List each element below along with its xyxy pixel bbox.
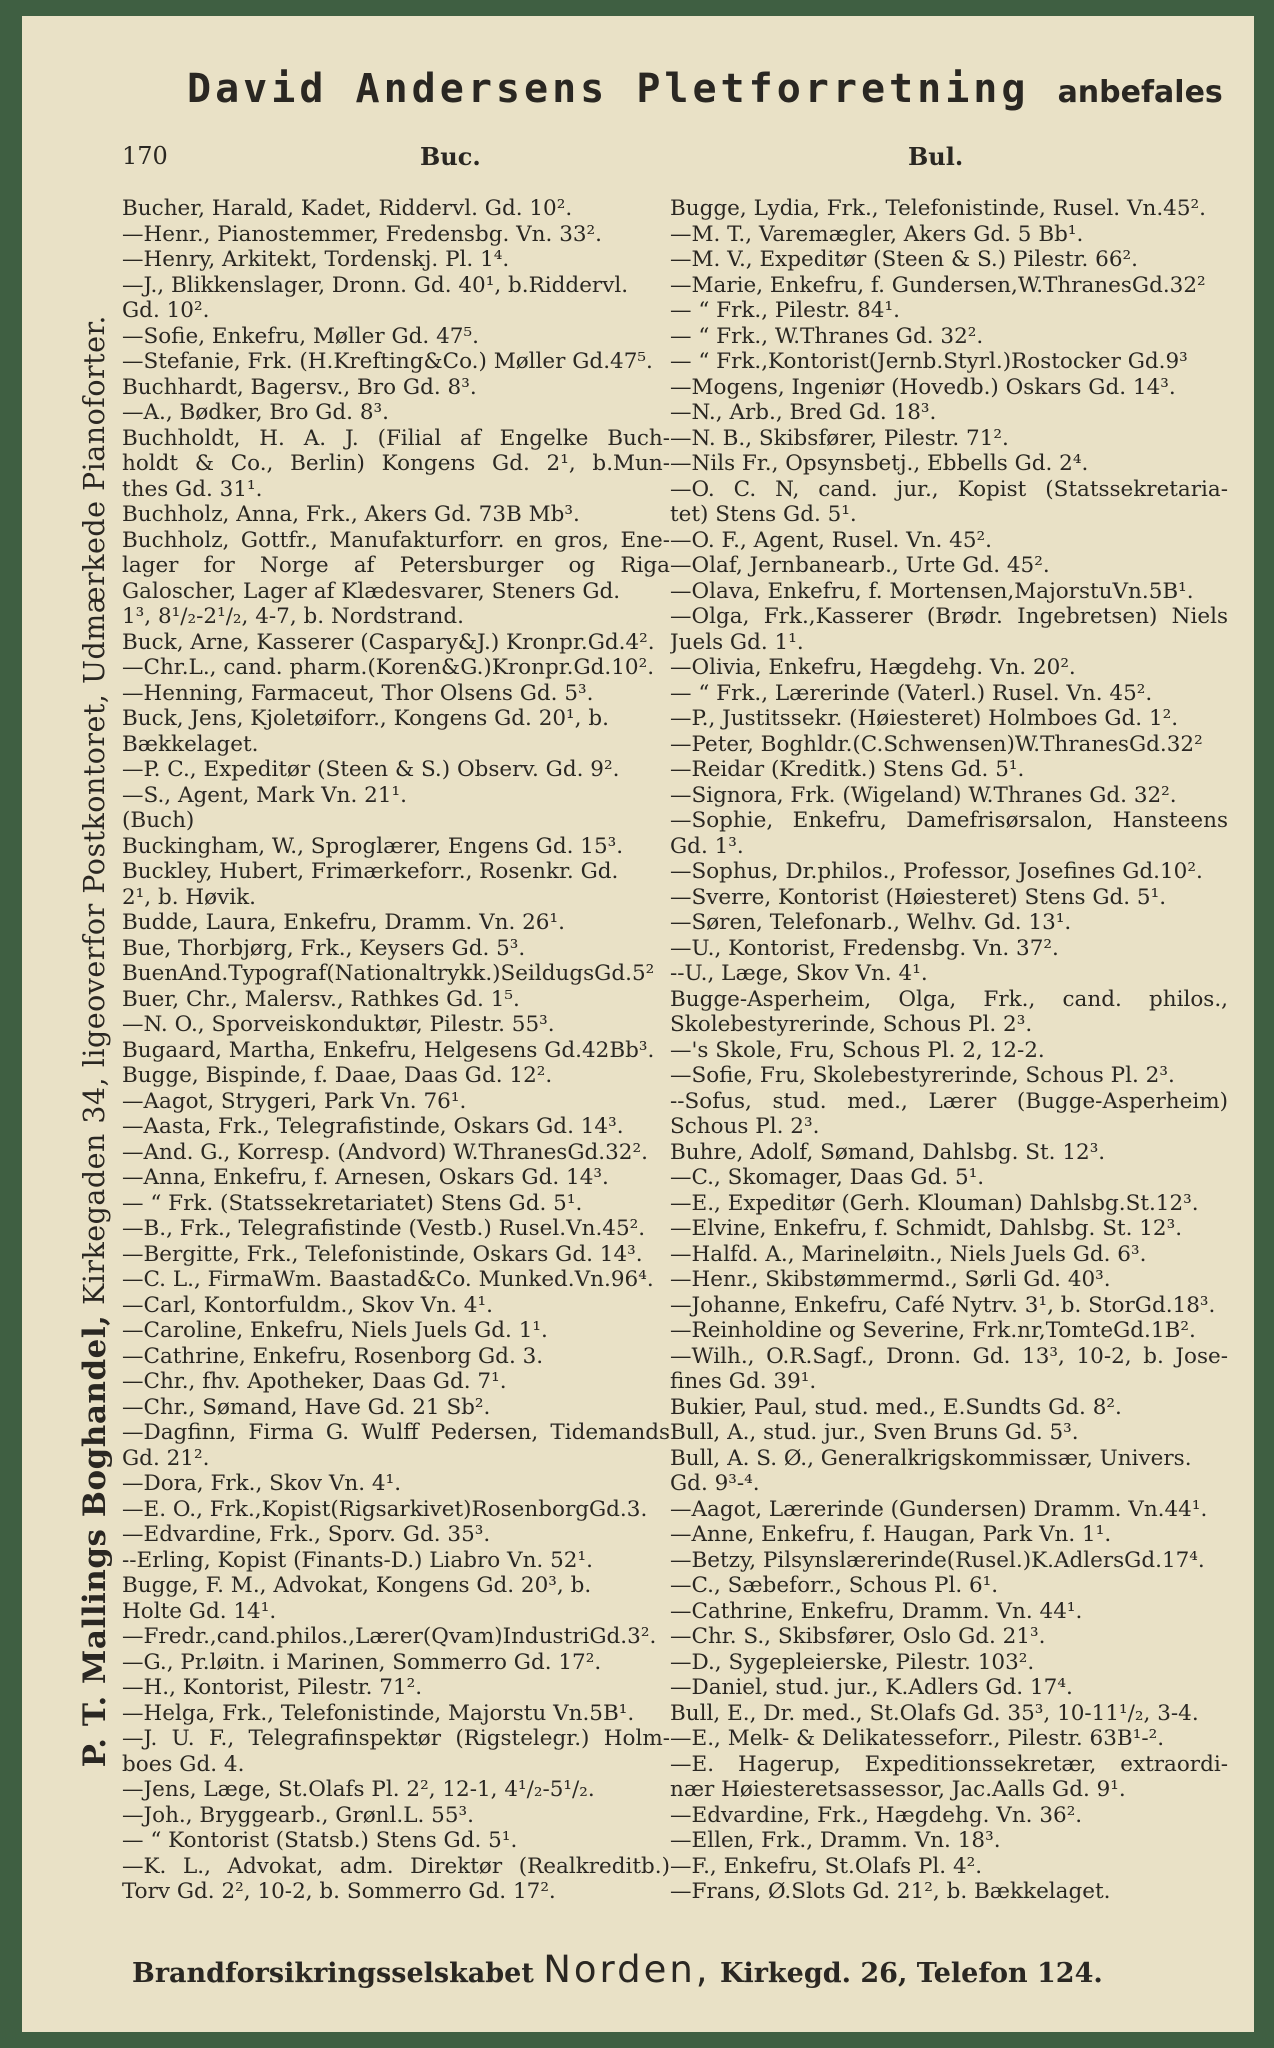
directory-entry: —Halfd. A., Marineløitn., Niels Juels Gd. 6³. [670, 1241, 1147, 1267]
directory-entry: —G., Pr.løitn. i Marinen, Sommerro Gd. 17². [122, 1649, 602, 1675]
directory-entry: —J. U. F., Telegrafinspektør (Rigstelegr.) Holm- [122, 1726, 670, 1751]
directory-entry: —Mogens, Ingeniør (Hovedb.) Oskars Gd. 14³. [670, 374, 1176, 400]
side-ad-bold: P. T. Mallings Boghandel, [77, 1314, 113, 1768]
directory-entry: —E. Hagerup, Expeditionssekretær, extraordi- [670, 1751, 1228, 1777]
directory-entry: Buckingham, W., Sproglærer, Engens Gd. 15³. [122, 833, 624, 859]
directory-entry: Buchholz, Anna, Frk., Akers Gd. 73B Mb³. [122, 502, 580, 527]
directory-entry: —Aasta, Frk., Telegrafistinde, Oskars Gd. 14³. [122, 1114, 624, 1139]
directory-entry: Buer, Chr., Malersv., Rathkes Gd. 1⁵. [122, 986, 520, 1012]
directory-entry: nær Høiesteretsassessor, Jac.Aalls Gd. 9¹. [670, 1777, 1126, 1802]
directory-entry: —C., Skomager, Daas Gd. 5¹. [670, 1165, 985, 1190]
directory-entry: —Edvardine, Frk., Hægdehg. Vn. 36². [670, 1802, 1083, 1828]
directory-entry: —Wilh., O.R.Sagf., Dronn. Gd. 13³, 10-2, b. Jose- [670, 1343, 1228, 1369]
directory-entry: Bugge, F. M., Advokat, Kongens Gd. 20³, b. [122, 1573, 592, 1598]
directory-entry: holdt & Co., Berlin) Kongens Gd. 2¹, b.Mun- [122, 451, 670, 476]
directory-entry: —D., Sygepleierske, Pilestr. 103². [670, 1649, 1035, 1675]
directory-entry: —Fredr.,cand.philos.,Lærer(Qvam)IndustriGd.3². [122, 1624, 657, 1649]
directory-entry: —Chr., fhv. Apotheker, Daas Gd. 7¹. [122, 1369, 507, 1394]
directory-entry: 1³, 8¹/₂-2¹/₂, 4-7, b. Nordstrand. [122, 604, 464, 629]
directory-entry: —Joh., Bryggearb., Grønl.L. 55³. [122, 1802, 474, 1828]
directory-entry: —Carl, Kontorfuldm., Skov Vn. 4¹. [122, 1292, 493, 1318]
directory-entry: —S., Agent, Mark Vn. 21¹. [122, 782, 407, 808]
directory-entry: lager for Norge af Petersburger og Riga [122, 553, 670, 578]
directory-entry: —C. L., FirmaWm. Baastad&Co. Munked.Vn.96⁴. [122, 1267, 654, 1292]
directory-entry: —Dora, Frk., Skov Vn. 4¹. [122, 1471, 402, 1496]
directory-entry: —M. T., Varemægler, Akers Gd. 5 Bb¹. [670, 221, 1084, 247]
directory-page [22, 16, 1254, 2032]
directory-entry: (Buch) [122, 808, 195, 833]
directory-entry: --Sofus, stud. med., Lærer (Bugge-Asperheim) [670, 1088, 1228, 1114]
directory-entry: —Helga, Frk., Telefonistinde, Majorstu Vn.5B¹. [122, 1700, 635, 1726]
directory-entry: —M. V., Expeditør (Steen & S.) Pilestr. 66². [670, 247, 1138, 272]
directory-entry: Gd. 9³-⁴. [670, 1471, 760, 1496]
directory-entry: boes Gd. 4. [122, 1751, 245, 1777]
directory-entry: Buck, Arne, Kasserer (Caspary&J.) Kronpr.Gd.4². [122, 629, 655, 655]
directory-entry: Buchholz, Gottfr., Manufakturforr. en gros, Ene- [122, 527, 670, 553]
directory-entry: —Nils Fr., Opsynsbetj., Ebbells Gd. 2⁴. [670, 451, 1089, 476]
directory-entry: —Chr.L., cand. pharm.(Koren&G.)Kronpr.Gd.10². [122, 655, 655, 680]
directory-entry: — “ Frk., Pilestr. 84¹. [670, 298, 900, 323]
directory-entry: —Sofie, Fru, Skolebestyrerinde, Schous Pl. 2³. [670, 1063, 1175, 1088]
directory-entry: —Anne, Enkefru, f. Haugan, Park Vn. 1¹. [670, 1522, 1112, 1547]
directory-entry: Bugaard, Martha, Enkefru, Helgesens Gd.42Bb³. [122, 1037, 655, 1063]
directory-entry: Gd. 1³. [670, 833, 744, 859]
directory-entry: Juels Gd. 1¹. [670, 629, 804, 655]
directory-entry: —E., Melk- & Delikatesseforr., Pilestr. 63B¹-². [670, 1726, 1165, 1751]
directory-entry: — “ Frk., Lærerinde (Vaterl.) Rusel. Vn. 45². [670, 680, 1153, 706]
header-banner [187, 66, 1237, 112]
directory-entry: Bull, A., stud. jur., Sven Bruns Gd. 5³. [670, 1420, 1079, 1445]
side-advertisement [62, 256, 128, 1826]
directory-entry: —Olivia, Enkefru, Hægdehg. Vn. 20². [670, 655, 1076, 680]
directory-entry: —P. C., Expeditør (Steen & S.) Observ. Gd. 9². [122, 757, 620, 782]
directory-entry: —Sophus, Dr.philos., Professor, Josefines Gd.10². [670, 859, 1203, 884]
directory-entry: —Edvardine, Frk., Sporv. Gd. 35³. [122, 1522, 491, 1547]
directory-entry: Gd. 21². [122, 1445, 210, 1471]
directory-entry: —Aagot, Strygeri, Park Vn. 76¹. [122, 1088, 467, 1114]
directory-entry: —Signora, Frk. (Wigeland) W.Thranes Gd. 32². [670, 782, 1177, 808]
directory-entry: Bækkelaget. [122, 731, 259, 757]
banner-main: David Andersens Pletforretning [187, 66, 1030, 112]
directory-entry: —O. C. N, cand. jur., Kopist (Statssekretaria- [670, 476, 1228, 502]
directory-entry: — “ Frk.,Kontorist(Jernb.Styrl.)Rostocker Gd.9³ [670, 349, 1188, 374]
directory-entry: --Erling, Kopist (Finants-D.) Liabro Vn. 52¹. [122, 1547, 593, 1573]
directory-entry: Holte Gd. 14¹. [122, 1598, 277, 1624]
directory-entry: —Cathrine, Enkefru, Rosenborg Gd. 3. [122, 1343, 544, 1369]
directory-entry: Bugge-Asperheim, Olga, Frk., cand. philos., [670, 986, 1228, 1012]
directory-entry: Schous Pl. 2³. [670, 1114, 820, 1139]
directory-entry: —'s Skole, Fru, Schous Pl. 2, 12-2. [670, 1037, 1045, 1063]
directory-entry: Bugge, Bispinde, f. Daae, Daas Gd. 12². [122, 1063, 553, 1088]
directory-entry: Buckley, Hubert, Frimærkeforr., Rosenkr. Gd. [122, 859, 619, 884]
footer-name: Norden, [543, 1948, 711, 1991]
directory-entry: —Stefanie, Frk. (H.Krefting&Co.) Møller Gd.47⁵. [122, 349, 653, 374]
directory-entry: Gd. 10². [122, 298, 210, 323]
left-column [122, 196, 670, 1905]
directory-entry: —N. O., Sporveiskonduktør, Pilestr. 55³. [122, 1012, 555, 1037]
directory-entry: --U., Læge, Skov Vn. 4¹. [670, 961, 928, 986]
directory-entry: —Reidar (Kreditk.) Stens Gd. 5¹. [670, 757, 1025, 782]
footer-post: Kirkegd. 26, Telefon 124. [719, 1958, 1103, 1989]
directory-entry: —Henr., Pianostemmer, Fredensbg. Vn. 33². [122, 221, 603, 247]
directory-entry: Buhre, Adolf, Sømand, Dahlsbg. St. 12³. [670, 1139, 1106, 1165]
footer-advertisement [132, 1948, 1103, 1991]
directory-entry: —Sophie, Enkefru, Damefrisørsalon, Hansteens [670, 808, 1228, 833]
directory-entry: —Chr. S., Skibsfører, Oslo Gd. 21³. [670, 1624, 1046, 1649]
directory-entry: —F., Enkefru, St.Olafs Pl. 4². [670, 1853, 983, 1879]
directory-entry: —Betzy, Pilsynslærerinde(Rusel.)K.AdlersGd.17⁴. [670, 1547, 1205, 1573]
directory-entry: —Henry, Arkitekt, Tordenskj. Pl. 1⁴. [122, 247, 510, 272]
directory-entry: —Elvine, Enkefru, f. Schmidt, Dahlsbg. St. 12³. [670, 1216, 1183, 1241]
directory-entry: —Henr., Skibstømmermd., Sørli Gd. 40³. [670, 1267, 1111, 1292]
directory-entry: —Reinholdine og Severine, Frk.nr,TomteGd.1B². [670, 1318, 1196, 1343]
banner-suffix: anbefales [1057, 75, 1223, 110]
directory-entry: Bucher, Harald, Kadet, Riddervl. Gd. 10². [122, 196, 573, 221]
directory-entry: —Henning, Farmaceut, Thor Olsens Gd. 5³. [122, 680, 594, 706]
directory-entry: —And. G., Korresp. (Andvord) W.ThranesGd.32². [122, 1139, 648, 1165]
directory-entry: —Chr., Sømand, Have Gd. 21 Sb². [122, 1394, 491, 1420]
directory-entry: —Aagot, Lærerinde (Gundersen) Dramm. Vn.44¹. [670, 1496, 1208, 1522]
directory-entry: Buchhardt, Bagersv., Bro Gd. 8³. [122, 374, 477, 400]
directory-entry: —A., Bødker, Bro Gd. 8³. [122, 400, 389, 425]
directory-entry: fines Gd. 39¹. [670, 1369, 817, 1394]
directory-entry: —Daniel, stud. jur., K.Adlers Gd. 17⁴. [670, 1675, 1073, 1700]
directory-entry: Torv Gd. 2², 10-2, b. Sommerro Gd. 17². [122, 1879, 556, 1904]
directory-entry: Skolebestyrerinde, Schous Pl. 2³. [670, 1012, 1033, 1037]
directory-entry: thes Gd. 31¹. [122, 476, 263, 502]
directory-entry: Galoscher, Lager af Klædesvarer, Steners Gd. [122, 578, 621, 604]
directory-entry: tet) Stens Gd. 5¹. [670, 502, 857, 527]
right-catchword: Bul. [908, 142, 964, 171]
directory-entry: —Dagfinn, Firma G. Wulff Pedersen, Tidemands [122, 1420, 670, 1445]
directory-entry: —E., Expeditør (Gerh. Klouman) Dahlsbg.St.12³. [670, 1190, 1199, 1216]
directory-entry: —Frans, Ø.Slots Gd. 21², b. Bækkelaget. [670, 1879, 1111, 1904]
directory-entry: Buchholdt, H. A. J. (Filial af Engelke Buch- [122, 425, 670, 451]
directory-entry: —E. O., Frk.,Kopist(Rigsarkivet)RosenborgGd.3. [122, 1496, 648, 1522]
directory-entry: —N., Arb., Bred Gd. 18³. [670, 400, 937, 425]
directory-entry: —Marie, Enkefru, f. Gundersen,W.ThranesGd.32² [670, 272, 1206, 298]
directory-entry: Budde, Laura, Enkefru, Dramm. Vn. 26¹. [122, 910, 565, 935]
directory-entry: —O. F., Agent, Rusel. Vn. 45². [670, 527, 992, 553]
directory-entry: —U., Kontorist, Fredensbg. Vn. 37². [670, 935, 1059, 961]
directory-entry: Bue, Thorbjørg, Frk., Keysers Gd. 5³. [122, 935, 526, 961]
directory-entry: — “ Kontorist (Statsb.) Stens Gd. 5¹. [122, 1828, 518, 1853]
directory-entry: —P., Justitssekr. (Høiesteret) Holmboes Gd. 1². [670, 706, 1179, 731]
directory-entry: —Olga, Frk.,Kasserer (Brødr. Ingebretsen) Niels [670, 604, 1228, 629]
directory-entry: —Johanne, Enkefru, Café Nytrv. 3¹, b. StorGd.18³. [670, 1292, 1216, 1318]
directory-entry: — “ Frk., W.Thranes Gd. 32². [670, 323, 984, 349]
directory-entry: —Ellen, Frk., Dramm. Vn. 18³. [670, 1828, 1001, 1853]
directory-entry: —J., Blikkenslager, Dronn. Gd. 40¹, b.Riddervl. [122, 272, 629, 298]
directory-entry: —Sofie, Enkefru, Møller Gd. 47⁵. [122, 323, 479, 349]
left-catchword: Buc. [420, 142, 481, 171]
directory-entry: —B., Frk., Telegrafistinde (Vestb.) Rusel.Vn.45². [122, 1216, 646, 1241]
directory-entry: —Søren, Telefonarb., Welhv. Gd. 13¹. [670, 910, 1072, 935]
directory-entry: BuenAnd.Typograf(Nationaltrykk.)SeildugsGd.5² [122, 961, 655, 986]
directory-entry: —K. L., Advokat, adm. Direktør (Realkreditb.) [122, 1853, 670, 1879]
directory-entry: —Olava, Enkefru, f. Mortensen,MajorstuVn.5B¹. [670, 578, 1194, 604]
directory-entry: Bull, A. S. Ø., Generalkrigskommissær, Univers. [670, 1445, 1192, 1471]
directory-entry: —C., Sæbeforr., Schous Pl. 6¹. [670, 1573, 999, 1598]
right-column [670, 196, 1228, 1905]
directory-entry: Bukier, Paul, stud. med., E.Sundts Gd. 8². [670, 1394, 1122, 1420]
directory-entry: —Sverre, Kontorist (Høiesteret) Stens Gd. 5¹. [670, 884, 1167, 910]
directory-entry: Bugge, Lydia, Frk., Telefonistinde, Rusel. Vn.45². [670, 196, 1206, 221]
directory-entry: —N. B., Skibsfører, Pilestr. 71². [670, 425, 1009, 451]
directory-entry: —Anna, Enkefru, f. Arnesen, Oskars Gd. 14³. [122, 1165, 609, 1190]
footer-pre: Brandforsikringsselskabet [132, 1958, 534, 1989]
directory-entry: 2¹, b. Høvik. [122, 884, 256, 910]
directory-entry: — “ Frk. (Statssekretariatet) Stens Gd. 5¹. [122, 1190, 583, 1216]
directory-entry: —Jens, Læge, St.Olafs Pl. 2², 12-1, 4¹/₂-5¹/₂. [122, 1777, 595, 1802]
side-ad-text: Kirkegaden 34, ligeoverfor Postkontoret, Udmærkede Pianoforter. [78, 314, 111, 1305]
directory-entry: Buck, Jens, Kjoletøiforr., Kongens Gd. 20¹, b. [122, 706, 609, 731]
directory-entry: —Olaf, Jernbanearb., Urte Gd. 45². [670, 553, 1050, 578]
directory-entry: Bull, E., Dr. med., St.Olafs Gd. 35³, 10-11¹/₂, 3-4. [670, 1700, 1199, 1726]
directory-entry: —Bergitte, Frk., Telefonistinde, Oskars Gd. 14³. [122, 1241, 643, 1267]
page-number: 170 [122, 142, 168, 170]
directory-entry: —Cathrine, Enkefru, Dramm. Vn. 44¹. [670, 1598, 1083, 1624]
directory-entry: —H., Kontorist, Pilestr. 71². [122, 1675, 423, 1700]
directory-entry: —Peter, Boghldr.(C.Schwensen)W.ThranesGd.32² [670, 731, 1203, 757]
directory-entry: —Caroline, Enkefru, Niels Juels Gd. 1¹. [122, 1318, 548, 1343]
